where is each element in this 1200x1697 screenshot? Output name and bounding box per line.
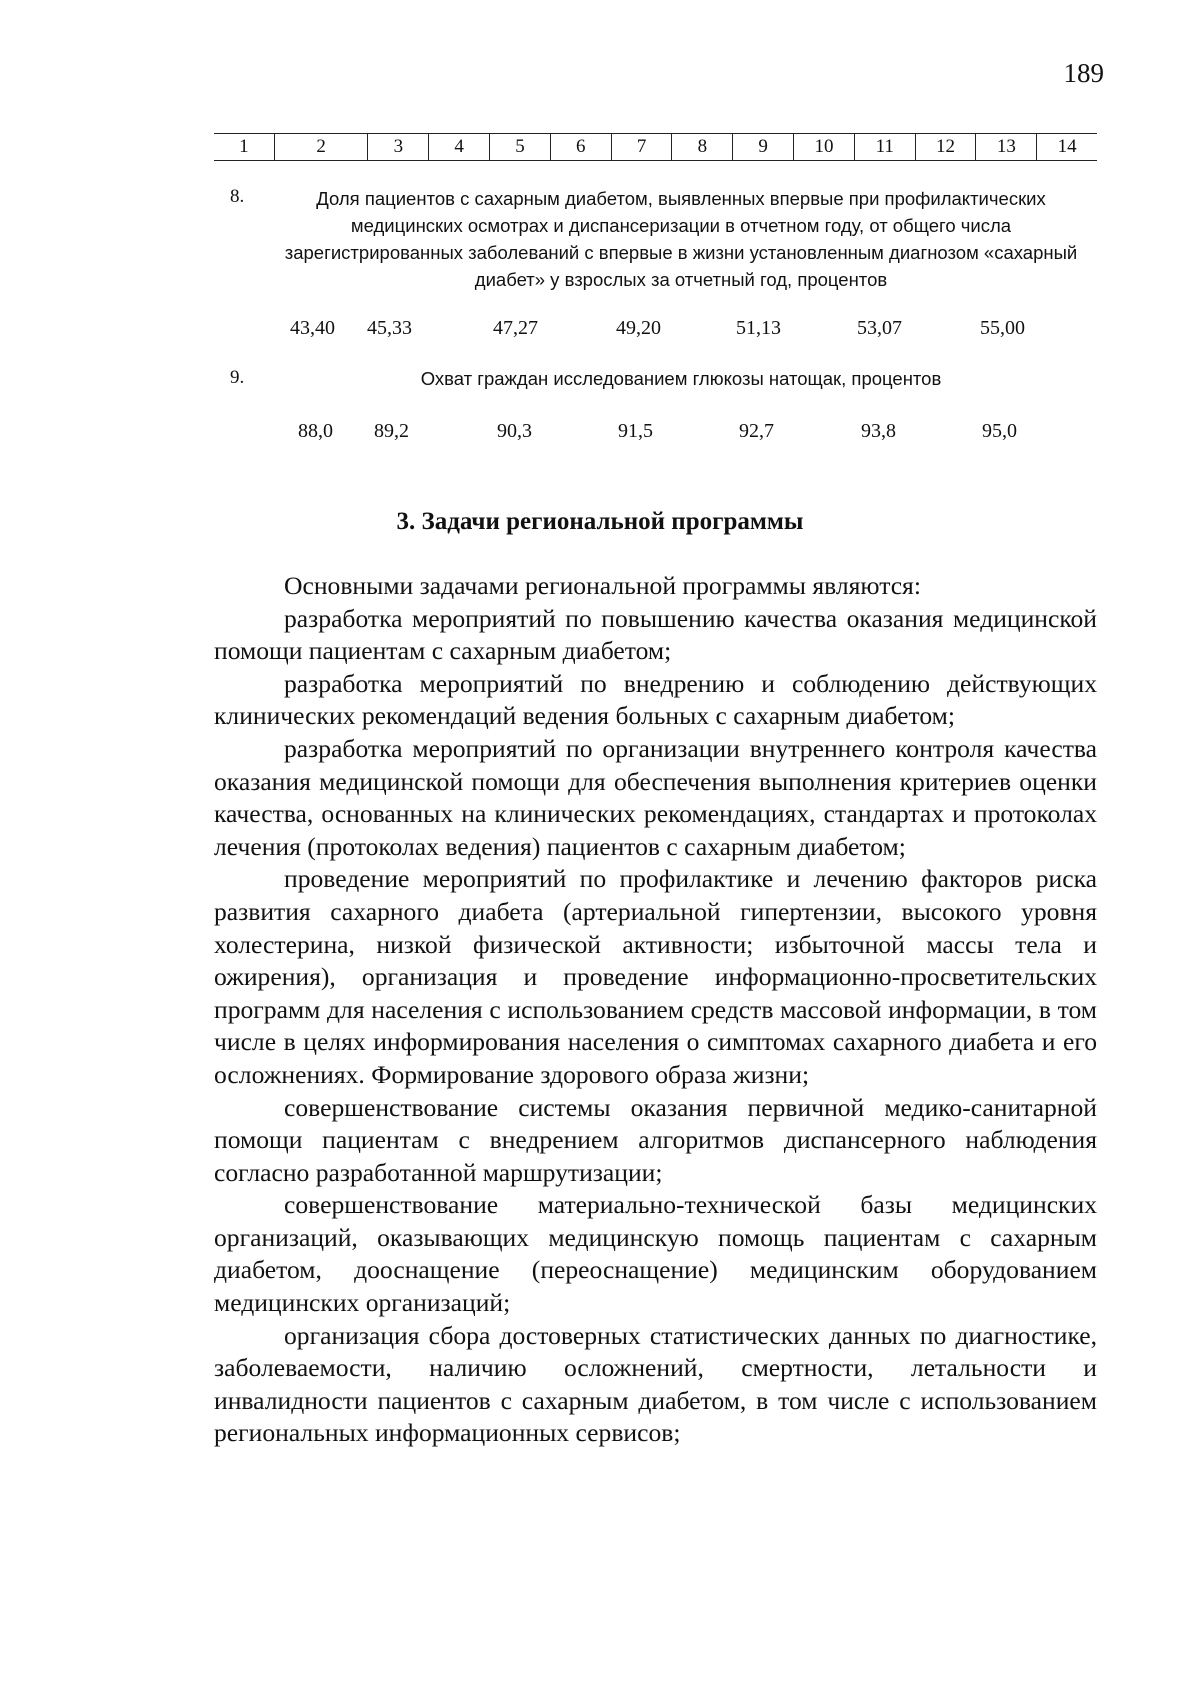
- indicator-value: 45,33: [367, 317, 412, 339]
- page-number: 189: [1063, 58, 1104, 88]
- body-text: [214, 570, 1097, 1450]
- paragraph: разработка мероприятий по повышению качества оказания медицинской помощи пациентам с сахарным диабетом;: [214, 603, 1097, 666]
- paragraph: организация сбора достоверных статистических данных по диагностике, заболеваемости, наличию осложнений, смертности, летальности и инвалидности пациентов с сахарным диабетом, в том числе с использованием региональных информационных сервисов;: [214, 1320, 1097, 1448]
- indicator-value: 51,13: [736, 317, 781, 339]
- table-header-cell: 9: [732, 134, 793, 160]
- table-header-cell: 5: [489, 134, 550, 160]
- indicator-value: 95,0: [982, 420, 1017, 442]
- indicator-value: 89,2: [374, 420, 409, 442]
- paragraph: разработка мероприятий по внедрению и соблюдению действующих клинических рекомендаций ведения больных с сахарным диабетом;: [214, 668, 1097, 731]
- indicator-value: 92,7: [739, 420, 774, 442]
- indicator-value: 91,5: [618, 420, 653, 442]
- table-header-cell: 8: [671, 134, 732, 160]
- table-header-cell: 1: [239, 136, 249, 157]
- paragraph: разработка мероприятий по организации внутреннего контроля качества оказания медицинской помощи для обеспечения выполнения критериев оценки качества, основанных на клинических рекомендациях, стандартах и протоколах лечения (протоколах ведения) пациентов с сахарным диабетом;: [214, 733, 1097, 861]
- indicator-title: Охват граждан исследованием глюкозы натощак, процентов: [420, 368, 942, 389]
- table-header-cell: 3: [367, 134, 428, 160]
- table-header-cell: 13: [975, 134, 1036, 160]
- paragraph: проведение мероприятий по профилактике и лечению факторов риска развития сахарного диабета (артериальной гипертензии, высокого уровня холестерина, низкой физической активности; избыточной массы тела и ожирения), организация и проведение информационно-просветительских программ для населения с использованием средств массовой информации, в том числе в целях информирования населения о симптомах сахарного диабета и его осложнениях. Формирование здорового образа жизни;: [214, 864, 1097, 1089]
- table-header-cell: 11: [854, 134, 915, 160]
- indicator-value: 88,0: [298, 420, 333, 442]
- indicator-number: 8.: [230, 186, 245, 207]
- indicator-value: 47,27: [493, 317, 538, 339]
- indicator-value: 53,07: [857, 317, 902, 339]
- paragraph: Основными задачами региональной программы являются:: [284, 571, 921, 600]
- table-header-cell: 4: [428, 134, 489, 160]
- indicator-title: Доля пациентов с сахарным диабетом, выявленных впервые при профилактических медицинских осмотрах и диспансеризации в отчетном году, от общего числа зарегистрированных заболеваний с впервые в жизни установленным диагнозом «сахарный диабет» у взрослых за отчетный год, процентов: [284, 188, 1078, 290]
- indicator-value: 43,40: [290, 317, 335, 339]
- table-header-cell: 14: [1036, 134, 1097, 160]
- table-header-row: [214, 133, 1097, 161]
- paragraph: совершенствование материально-технической базы медицинских организаций, оказывающих медицинскую помощь пациентам с сахарным диабетом, дооснащение (переоснащение) медицинским оборудованием медицинских организаций;: [214, 1190, 1097, 1318]
- table-header-cell: 2: [274, 134, 368, 160]
- section-title: 3. Задачи региональной программы: [396, 508, 804, 535]
- indicator-value: 93,8: [861, 420, 896, 442]
- table-header-cell: 6: [550, 134, 611, 160]
- indicator-value: 49,20: [616, 317, 661, 339]
- table-header-cell: 10: [793, 134, 854, 160]
- table-header-cell: 7: [611, 134, 672, 160]
- table-header-cell: 12: [915, 134, 976, 160]
- indicator-value: 90,3: [497, 420, 532, 442]
- indicator-number: 9.: [230, 367, 245, 388]
- indicator-value: 55,00: [980, 317, 1025, 339]
- paragraph: совершенствование системы оказания первичной медико-санитарной помощи пациентам с внедрением алгоритмов диспансерного наблюдения согласно разработанной маршрутизации;: [214, 1092, 1097, 1187]
